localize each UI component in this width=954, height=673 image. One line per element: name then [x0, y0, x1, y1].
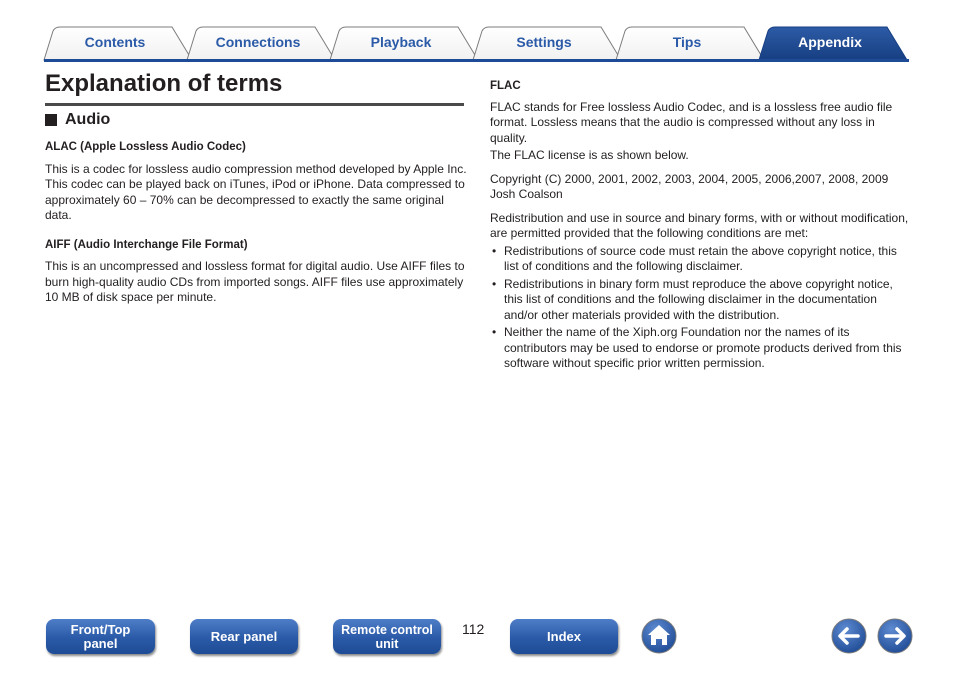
tab-baseline — [44, 59, 909, 62]
list-item — [490, 325, 910, 372]
arrow-right-icon[interactable] — [877, 618, 913, 654]
alac-description: This is a codec for lossless audio compression method developed by Apple Inc. This codec can be played back on iTunes, iPod or iPhone. Data compressed to approximately 60 – 70% can be decompressed to exactly the same original data. — [45, 161, 467, 222]
index-button[interactable] — [510, 619, 618, 654]
tab-contents[interactable]: Contents — [84, 34, 146, 50]
tab-appendix[interactable]: Appendix — [798, 34, 862, 50]
remote-label-line1: Remote control — [341, 622, 433, 637]
condition-text: Neither the name of the Xiph.org Foundation nor the names of its contributors may be used to endorse or promote products derived from this software without specific prior written permission. — [504, 325, 902, 370]
top-tab-bar — [0, 0, 954, 64]
term-aiff: AIFF (Audio Interchange File Format) — [45, 238, 248, 251]
remote-label-line2: unit — [375, 636, 399, 651]
page-title: Explanation of terms — [45, 70, 283, 97]
rear-panel-label: Rear panel — [210, 628, 278, 644]
arrow-left-icon[interactable] — [831, 618, 867, 654]
tab-connections[interactable]: Connections — [215, 34, 301, 50]
flac-copyright: Copyright (C) 2000, 2001, 2002, 2003, 2004, 2005, 2006,2007, 2008, 2009 Josh Coalson — [490, 171, 889, 201]
section-heading-text: Audio — [65, 111, 111, 128]
left-column — [45, 140, 470, 314]
home-icon[interactable] — [641, 618, 677, 654]
remote-control-label — [341, 623, 433, 651]
term-alac: ALAC (Apple Lossless Audio Codec) — [45, 141, 246, 153]
bullet-icon: • — [492, 276, 497, 291]
list-item — [490, 244, 910, 275]
term-flac: FLAC — [490, 80, 521, 92]
page-number: 112 — [462, 621, 485, 637]
section-heading — [45, 110, 110, 130]
flac-license-intro: The FLAC license is as shown below. — [490, 148, 689, 162]
section-square-icon — [45, 114, 57, 126]
front-top-label-line1: Front/Top — [70, 621, 131, 637]
flac-description: FLAC stands for Free lossless Audio Codec, and is a lossless free audio file format. Lossless means that the audio is compressed without any loss in quality. — [490, 99, 893, 145]
tab-bar-shapes — [0, 0, 954, 64]
index-label: Index — [547, 628, 581, 644]
front-top-label-line2: panel — [83, 635, 118, 651]
tab-settings[interactable]: Settings — [516, 34, 572, 50]
list-item — [490, 277, 910, 324]
title-divider — [45, 103, 464, 106]
conditions-list — [490, 244, 910, 372]
right-column — [490, 79, 910, 374]
aiff-description: This is an uncompressed and lossless format for digital audio. Use AIFF files to burn high-quality audio CDs from imported songs. AIFF files use approximately 10 MB of disk space per minute. — [45, 259, 465, 304]
condition-text: Redistributions of source code must retain the above copyright notice, this list of conditions and the following disclaimer. — [504, 243, 897, 273]
tab-tips[interactable]: Tips — [672, 34, 702, 50]
tab-playback[interactable]: Playback — [370, 34, 432, 50]
front-top-panel-button[interactable] — [46, 619, 155, 654]
front-top-panel-label — [71, 623, 131, 651]
rear-panel-button[interactable] — [190, 619, 298, 654]
remote-control-unit-button[interactable] — [333, 619, 441, 654]
condition-text: Redistributions in binary form must reproduce the above copyright notice, this list of conditions and the following disclaimer in the documentation and/or other materials provided with the distribution. — [504, 276, 893, 322]
bullet-icon: • — [492, 325, 497, 339]
bullet-icon: • — [492, 243, 497, 258]
flac-redistribution: Redistribution and use in source and binary forms, with or without modification, are permitted provided that the following conditions are met: — [490, 210, 909, 240]
